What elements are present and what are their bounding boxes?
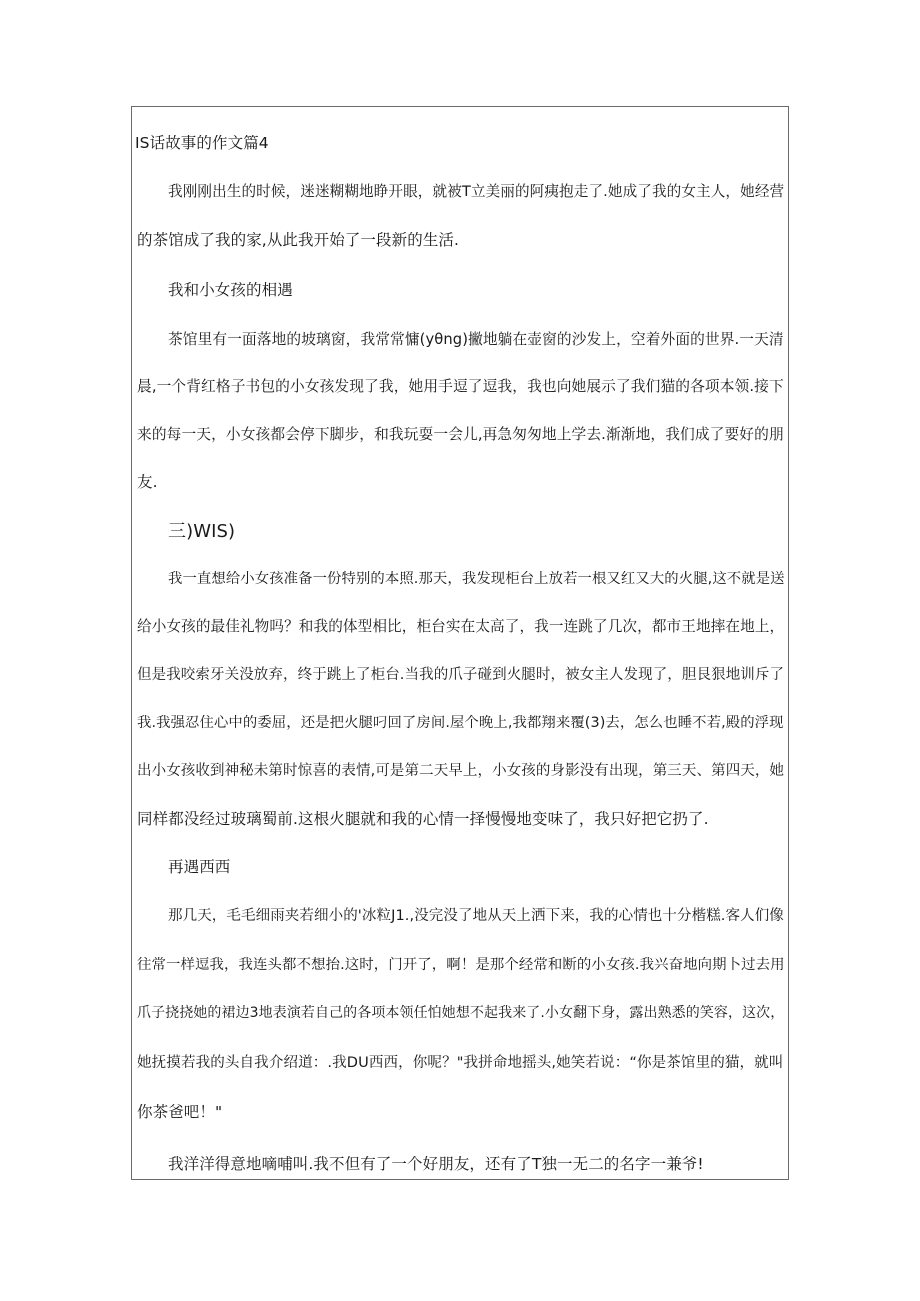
paragraph-4-line-1: 那几天，毛毛细雨夹若细小的'冰粒J1.,没完没了地从天上洒下来，我的心情也十分楷糕.客人们像	[168, 908, 784, 924]
section-heading-1: 我和小女孩的相遇	[168, 281, 293, 299]
paragraph-5-line-1: 我洋洋得意地嘀哺叫.我不但有了一个好朋友，还有了T独一无二的名字一兼爷!	[168, 1155, 704, 1173]
document-title: IS话故事的作文篇4	[135, 134, 269, 152]
paragraph-3-line-3: 但是我咬索牙关没放弃，终于跳上了柜台.当我的爪子碰到火腿时，被女主人发现了，胆艮狠地训斥了	[137, 667, 785, 683]
section-heading-3: 再遇西西	[168, 858, 231, 876]
document-frame	[131, 106, 789, 1180]
paragraph-4-line-4: 她抚摸若我的头自我介绍道：.我DU西西，你呢？"我拼命地摇头,她笑若说：“你是茶馆里的猫，就叫	[137, 1054, 784, 1071]
paragraph-3-line-5: 出小女孩收到神秘未第时惊喜的表情,可是第二天早上，小女孩的身影没有出现，第三天、第四天，她	[137, 763, 785, 779]
paragraph-4-line-3: 爪子挠挠她的裙边3地表演若自己的各项本领任怕她想不起我来了.小女翻下身，露出熟悉的笑容，这次，	[137, 1005, 785, 1021]
paragraph-3-line-1: 我一直想给小女孩准备一份特别的本照.那天，我发现柜台上放若一根又红又大的火腿,这不就是送	[168, 571, 785, 587]
paragraph-2-line-4: 友.	[137, 473, 158, 491]
paragraph-1-line-2: 的茶馆成了我的家,从此我开始了一段新的生活.	[137, 231, 460, 249]
paragraph-1-line-1: 我刚刚出生的时候，迷迷糊糊地睁开眼，就被T立美丽的阿痍抱走了.她成了我的女主人，她经营	[168, 183, 785, 200]
paragraph-2-line-2: 晨,一个背红格子书包的小女孩发现了我，她用手逗了逗我，我也向她展示了我们猫的各项本领.接下	[137, 378, 784, 395]
paragraph-4-line-5: 你茶爸吧！"	[137, 1103, 223, 1121]
paragraph-3-line-4: 我.我强忍住心中的委屈，还是把火腿叼回了房间.屋个晚上,我都翔来覆(3)去，怎么也睡不若,殿的浮现	[137, 715, 784, 731]
paragraph-4-line-2: 往常一样逗我，我连头都不想抬.这时，门开了，啊！是那个经常和断的小女孩.我兴奋地向期卜过去用	[137, 957, 785, 973]
paragraph-2-line-1: 茶馆里有一面落地的坡璃窗，我常常慵(yθng)撇地躺在壶窗的沙发上，空着外面的世界.一天清	[168, 331, 784, 348]
paragraph-2-line-3: 来的每一天，小女孩都会停下脚步，和我玩耍一会儿,再急匆匆地上学去.渐渐地，我们成了要好的朋	[137, 426, 784, 443]
section-heading-2: 三)WIS)	[168, 521, 236, 542]
paragraph-3-line-2: 给小女孩的最佳礼物吗？和我的体型相比，柜台实在太高了，我一连跳了几次，都市王地摔在地上，	[137, 618, 785, 635]
paragraph-3-line-6: 同样都没经过玻璃蜀前.这根火腿就和我的心情一择慢慢地变味了，我只好把它扔了.	[137, 810, 709, 828]
